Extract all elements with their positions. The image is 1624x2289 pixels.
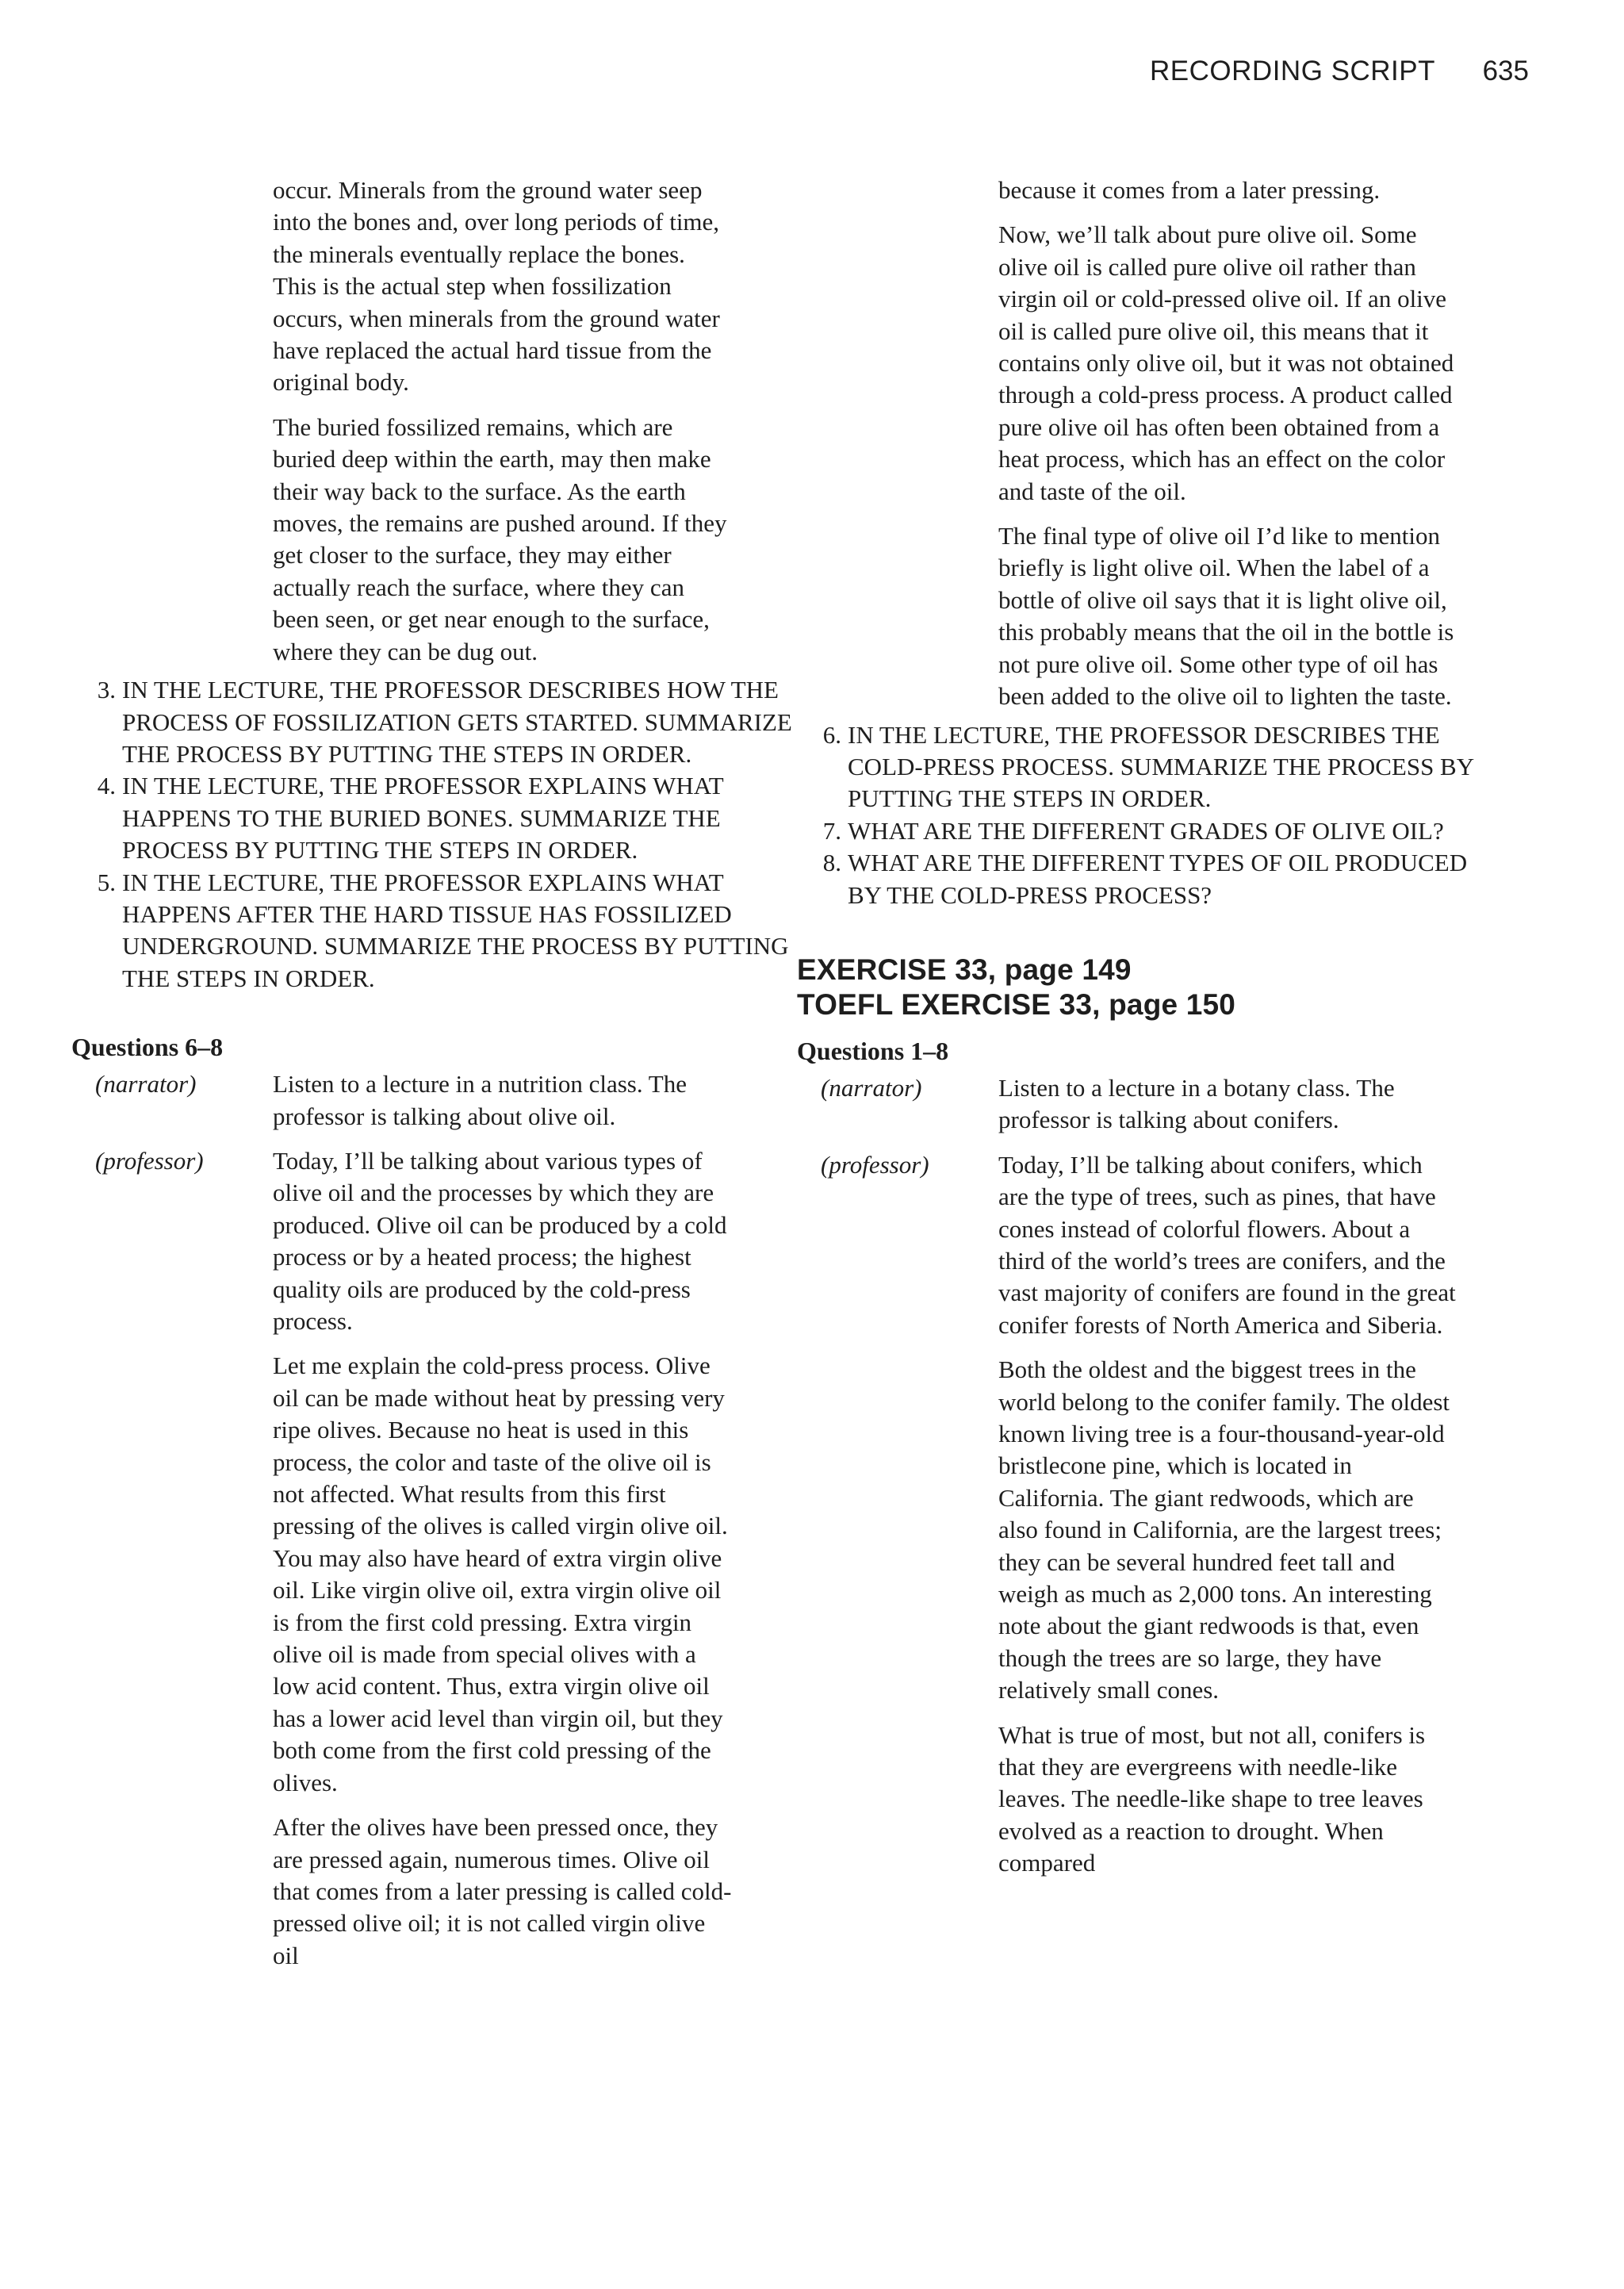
question-list — [797, 719, 1479, 911]
question-item — [797, 719, 1479, 815]
professor-block — [71, 1145, 753, 1972]
question-text: WHAT ARE THE DIFFERENT GRADES OF OLIVE OIL? — [848, 816, 1444, 845]
exercise-heading: EXERCISE 33, page 149 — [797, 953, 1132, 986]
paragraph: Listen to a lecture in a nutrition class. The professor is talking about olive oil. — [273, 1070, 687, 1130]
paragraph: Today, I’ll be talking about various types of olive oil and the processes by which they are produced. Olive oil can be produced by a cold process or by a heated process; the highest quality oils are produced by the cold-press process. — [273, 1146, 727, 1335]
right-column — [797, 174, 1479, 1880]
question-text: IN THE LECTURE, THE PROFESSOR EXPLAINS WHAT HAPPENS TO THE BURIED BONES. SUMMARIZE THE PROCESS BY PUTTING THE STEPS IN ORDER. — [122, 772, 724, 865]
question-number: 3. — [97, 676, 116, 704]
paragraph: After the olives have been pressed once, they are pressed again, numerous times. Olive oil that comes from a later pressing is called cold-pressed olive oil; it is not called virgin olive oil — [273, 1813, 732, 1969]
speaker-role: (professor) — [821, 1150, 929, 1179]
question-number: 8. — [822, 849, 841, 877]
running-header-title: RECORDING SCRIPT — [1150, 56, 1435, 86]
question-number: 6. — [822, 720, 841, 749]
paragraph: because it comes from a later pressing. — [998, 176, 1381, 204]
question-item — [71, 867, 804, 995]
running-header — [1094, 56, 1529, 95]
question-text: IN THE LECTURE, THE PROFESSOR EXPLAINS WHAT HAPPENS AFTER THE HARD TISSUE HAS FOSSILIZED UNDERGROUND. SUMMARIZE THE PROCESS BY PUTTING THE STEPS IN ORDER. — [122, 868, 789, 992]
question-number: 7. — [822, 816, 841, 845]
speaker-role: (narrator) — [95, 1070, 197, 1098]
question-item — [797, 847, 1479, 911]
section-heading: Questions 1–8 — [797, 1036, 949, 1065]
question-text: IN THE LECTURE, THE PROFESSOR DESCRIBES THE COLD-PRESS PROCESS. SUMMARIZE THE PROCESS BY PUTTING THE STEPS IN ORDER. — [848, 720, 1473, 813]
section-heading: Questions 6–8 — [71, 1033, 224, 1062]
exercise-heading: TOEFL EXERCISE 33, page 150 — [797, 987, 1236, 1021]
narrator-block — [797, 1072, 1479, 1137]
question-number: 4. — [97, 772, 116, 800]
narrator-block — [71, 1068, 753, 1133]
paragraph: What is true of most, but not all, conifers is that they are evergreens with needle-like leaves. The needle-like shape to tree leaves evolved as a reaction to drought. When compared — [998, 1720, 1426, 1877]
professor-block — [797, 1149, 1479, 1880]
speaker-role: (narrator) — [821, 1073, 922, 1102]
page-number: 635 — [1482, 56, 1529, 86]
question-text: WHAT ARE THE DIFFERENT TYPES OF OIL PRODUCED BY THE COLD-PRESS PROCESS? — [848, 849, 1468, 909]
paragraph: Now, we’ll talk about pure olive oil. Some olive oil is called pure olive oil rather than virgin oil or cold-pressed olive oil. If an olive oil is called pure olive oil, this means that it contains only olive oil, but it was not obtained through a cold-press process. A product called pure olive oil has often been obtained from a heat process, which has an effect on the color and taste of the oil. — [998, 220, 1454, 505]
left-column — [71, 174, 792, 1972]
paragraph: Both the oldest and the biggest trees in the world belong to the conifer family. The oldest known living tree is a four-thousand-year-old bristlecone pine, which is located in California. The giant redwoods, which are also found in California, are the largest trees; they can be several hundred feet tall and weigh as much as 2,000 tons. An interesting note about the giant redwoods is that, even though the trees are so large, they have relatively small cones. — [998, 1355, 1450, 1704]
paragraph: The buried fossilized remains, which are buried deep within the earth, may then make their way back to the surface. As the earth moves, the remains are pushed around. If they get closer to the surface, they may either actually reach the surface, where they can been seen, or get near enough to the surface, where they can be dug out. — [273, 412, 727, 665]
question-list — [71, 674, 792, 995]
speaker-role: (professor) — [95, 1146, 204, 1175]
question-item — [797, 815, 1479, 847]
question-item — [71, 674, 804, 770]
paragraph: Listen to a lecture in a botany class. The professor is talking about conifers. — [998, 1073, 1395, 1134]
paragraph: occur. Minerals from the ground water seep into the bones and, over long periods of time, the minerals eventually replace the bones. This is the actual step when fossilization occurs, when minerals from the ground water have replaced the actual hard tissue from the original body. — [273, 176, 720, 397]
paragraph: The final type of olive oil I’d like to mention briefly is light olive oil. When the label of a bottle of olive oil says that it is light olive oil, this probably means that the oil in the bottle is not pure olive oil. Some other type of oil has been added to the olive oil to lighten the taste. — [998, 522, 1454, 711]
question-number: 5. — [97, 868, 116, 896]
question-item — [71, 770, 804, 866]
question-text: IN THE LECTURE, THE PROFESSOR DESCRIBES HOW THE PROCESS OF FOSSILIZATION GETS STARTED. SUMMARIZE THE PROCESS BY PUTTING THE STEPS IN ORDER. — [122, 676, 792, 768]
paragraph: Today, I’ll be talking about conifers, which are the type of trees, such as pines, that have cones instead of colorful flowers. About a third of the world’s trees are conifers, and the vast majority of conifers are found in the great conifer forests of North America and Siberia. — [998, 1150, 1456, 1339]
paragraph: Let me explain the cold-press process. Olive oil can be made without heat by pressing very ripe olives. Because no heat is used in this process, the color and taste of the olive oil is not affected. What results from this first pressing of the olives is called virgin olive oil. You may also have heard of extra virgin olive oil. Like virgin olive oil, extra virgin olive oil is from the first cold pressing. Extra virgin olive oil is made from special olives with a low acid content. Thus, extra virgin olive oil has a lower acid level than virgin oil, but they both come from the first cold pressing of the olives. — [273, 1352, 728, 1796]
